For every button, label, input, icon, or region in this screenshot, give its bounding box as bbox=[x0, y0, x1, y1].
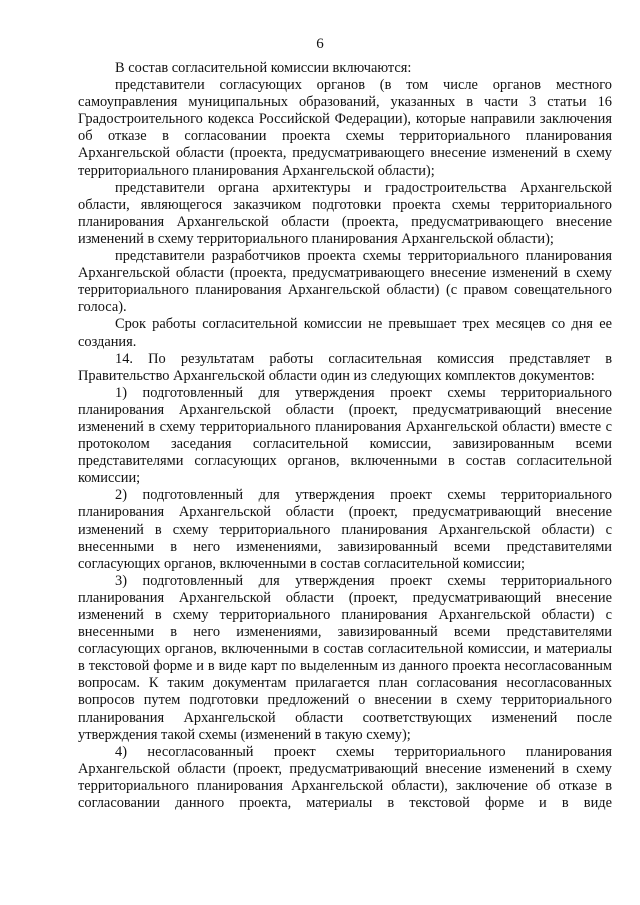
paragraph-subitem-1: 1) подготовленный для утверждения проект схемы территориального планирования Архангельской области (проект, предусматривающий внесение изменений в схему территориального планирования Архангельской области) вместе с протоколом заседания согласительной комиссии, завизированным всеми представителями согласующих органов, включенными в состав согласительной комиссии; bbox=[78, 384, 612, 487]
paragraph-item-14: 14. По результатам работы согласительная комиссия представляет в Правительство Архангельской области один из следующих комплектов документов: bbox=[78, 350, 612, 384]
paragraph-subitem-2: 2) подготовленный для утверждения проект схемы территориального планирования Архангельской области (проект, предусматривающий внесение изменений в схему территориального планирования Архангельской области) с внесенными в него изменениями, завизированный всеми представителями согласующих органов, включенными в состав согласительной комиссии; bbox=[78, 487, 612, 572]
paragraph-term: Срок работы согласительной комиссии не превышает трех месяцев со дня ее создания. bbox=[78, 316, 612, 350]
paragraph-architecture-body: представители органа архитектуры и градостроительства Архангельской области, являющегося заказчиком подготовки проекта схемы территориального планирования Архангельской области (проекта, предусматривающего внесение изменений в схему территориального планирования Архангельской области); bbox=[78, 179, 612, 247]
paragraph-approving-bodies: представители согласующих органов (в том числе органов местного самоуправления муниципальных образований, указанных в части 3 статьи 16 Градостроительного кодекса Российской Федерации), которые направили заключения об отказе в согласовании проекта схемы территориального планирования Архангельской области (проекта, предусматривающего внесение изменений в схему территориального планирования Архангельской области); bbox=[78, 77, 612, 179]
paragraph-subitem-4: 4) несогласованный проект схемы территориального планирования Архангельской области (проект, предусматривающий внесение изменений в схему территориального планирования Архангельской области), заключение об отказе в согласовании данного проекта, материалы в текстовой форме и в виде bbox=[78, 743, 612, 812]
paragraph-commission-composition: В состав согласительной комиссии включаются: bbox=[115, 60, 412, 76]
paragraph-subitem-3: 3) подготовленный для утверждения проект схемы территориального планирования Архангельской области (проект, предусматривающий внесение изменений в схему территориального планирования Архангельской области) с внесенными в него изменениями, завизированный всеми представителями согласующих органов, включенными в состав согласительной комиссии, и материалы в текстовой форме и в виде карт по выделенным из данного проекта несогласованным вопросам. К таким документам прилагается план согласования несогласованных вопросов путем подготовки предложений о внесении в схему территориального планирования Архангельской области соответствующих изменений после утверждения такой схемы (изменений в такую схему); bbox=[78, 572, 612, 743]
paragraph-developers: представители разработчиков проекта схемы территориального планирования Архангельской области (проекта, предусматривающего внесение изменений в схему территориального планирования Архангельской области) (с правом совещательного голоса). bbox=[78, 248, 612, 316]
document-body bbox=[78, 60, 612, 812]
page-number: 6 bbox=[316, 36, 324, 52]
